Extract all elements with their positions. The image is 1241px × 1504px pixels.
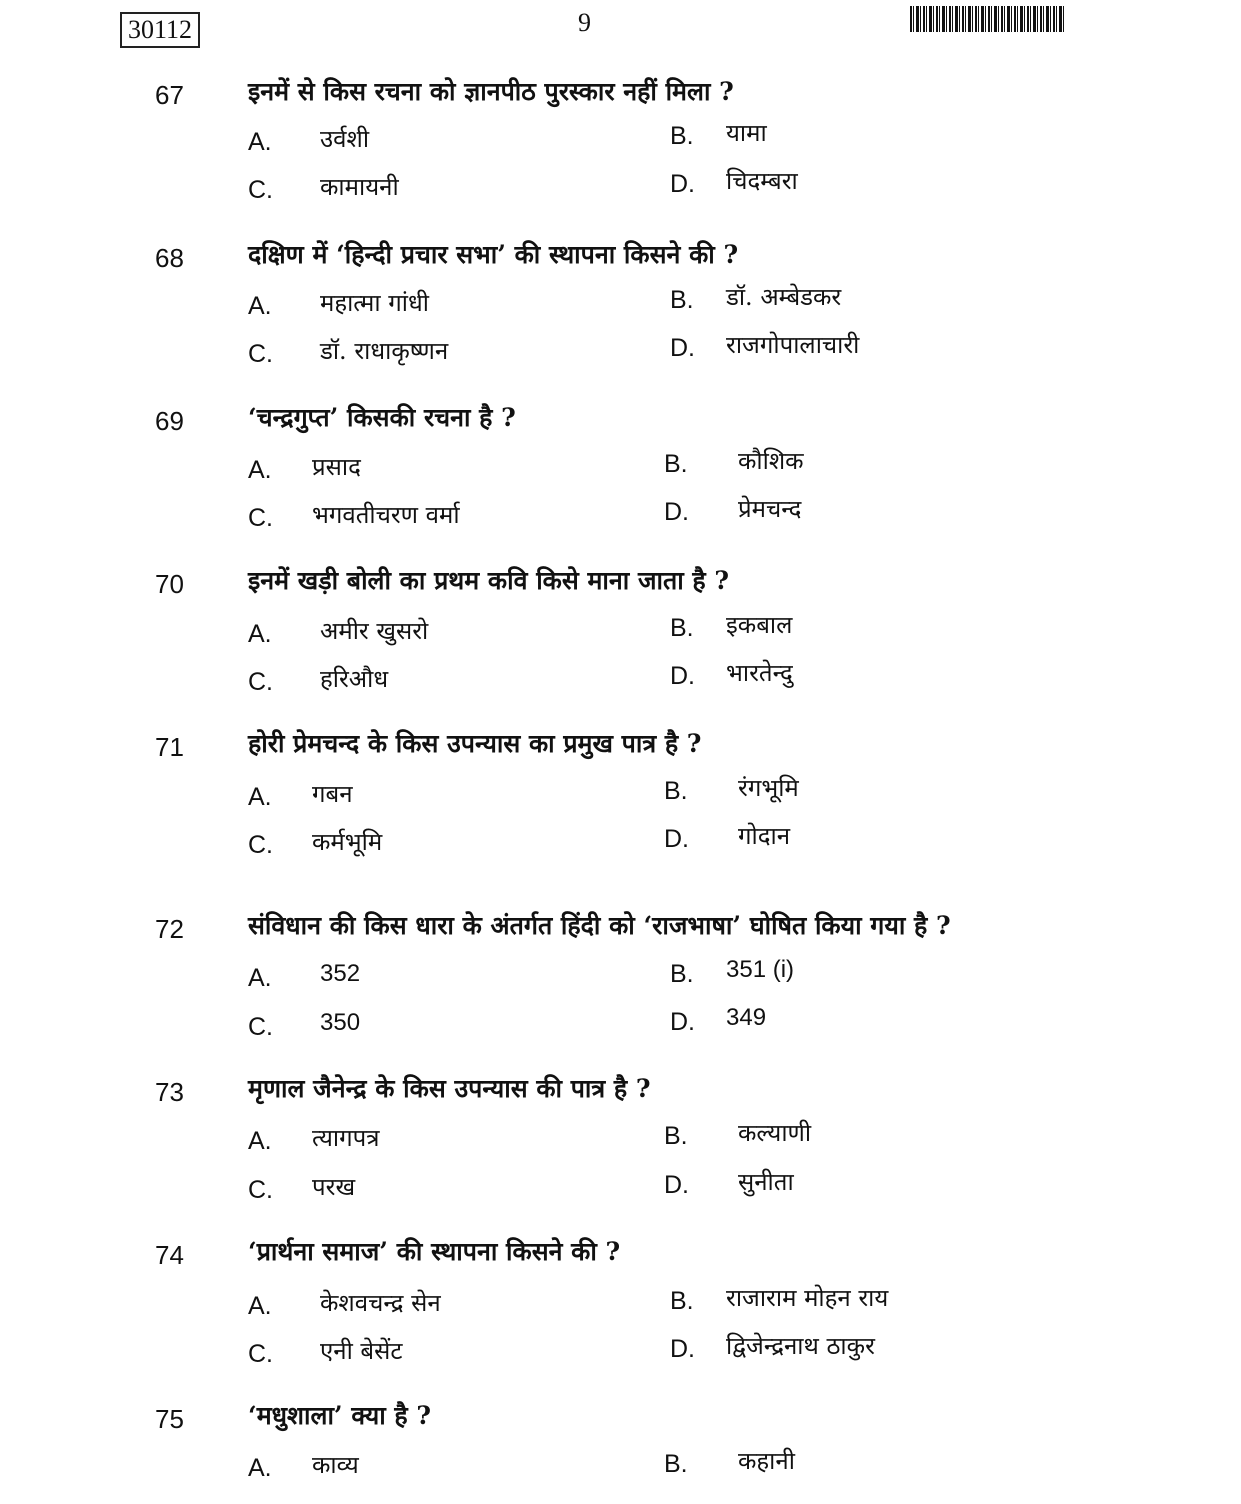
option-letter: A. [248, 783, 272, 811]
option-text: काव्य [312, 1451, 359, 1479]
question-73 [0, 1074, 1241, 1227]
option-text: यामा [726, 119, 767, 147]
question-number: 72 [155, 914, 184, 944]
paper-code: 30112 [120, 12, 200, 48]
option-letter: C. [248, 340, 273, 368]
option-letter: B. [664, 1122, 688, 1150]
option-letter: C. [248, 668, 273, 696]
option-text: उर्वशी [320, 125, 370, 153]
option-letter: B. [670, 1287, 694, 1315]
option-text: द्विजेन्द्रनाथ ठाकुर [726, 1332, 875, 1360]
question-text: ‘मधुशाला’ क्या है ? [248, 1401, 432, 1430]
option-letter: A. [248, 292, 272, 320]
option-letter: C. [248, 504, 273, 532]
option-letter: C. [248, 1013, 273, 1041]
option-text: प्रेमचन्द [738, 495, 802, 523]
question-text: मृणाल जैनेन्द्र के किस उपन्यास की पात्र है ? [248, 1074, 651, 1103]
option-text: 352 [320, 960, 361, 987]
option-letter: A. [248, 620, 272, 648]
option-text: कर्मभूमि [312, 828, 383, 856]
option-letter: D. [664, 1171, 689, 1199]
question-number: 73 [155, 1077, 184, 1107]
question-72 [0, 911, 1241, 1064]
option-text: भारतेन्दु [726, 659, 793, 687]
option-text: कौशिक [738, 447, 804, 475]
question-number: 68 [155, 243, 184, 273]
option-letter: D. [664, 825, 689, 853]
option-text: डॉ. अम्बेडकर [726, 283, 842, 311]
question-number: 70 [155, 569, 184, 599]
option-text: सुनीता [738, 1168, 794, 1196]
option-letter: B. [670, 286, 694, 314]
option-letter: B. [664, 777, 688, 805]
option-text: इकबाल [726, 611, 793, 639]
question-text: ‘प्रार्थना समाज’ की स्थापना किसने की ? [248, 1237, 621, 1266]
option-text: रंगभूमि [738, 774, 799, 802]
option-text: हरिऔध [320, 665, 389, 693]
option-text: कल्याणी [738, 1119, 812, 1147]
option-text: 351 (i) [726, 956, 795, 983]
option-letter: D. [670, 1008, 695, 1036]
question-69 [0, 403, 1241, 556]
option-text: गबन [312, 780, 353, 808]
option-text: 350 [320, 1009, 361, 1036]
question-70 [0, 566, 1241, 719]
option-text: परख [312, 1173, 356, 1201]
option-letter: D. [664, 498, 689, 526]
option-letter: B. [670, 122, 694, 150]
option-text: कामायनी [320, 173, 399, 201]
question-text: इनमें से किस रचना को ज्ञानपीठ पुरस्कार नहीं मिला ? [248, 77, 734, 106]
option-text: प्रसाद [312, 453, 361, 481]
option-letter: A. [248, 1127, 272, 1155]
option-text: अमीर खुसरो [320, 617, 429, 645]
question-68 [0, 240, 1241, 393]
option-text: कहानी [738, 1447, 795, 1475]
question-number: 75 [155, 1404, 184, 1434]
option-text: त्यागपत्र [312, 1124, 380, 1152]
question-number: 71 [155, 732, 184, 762]
question-71 [0, 729, 1241, 882]
option-text: डॉ. राधाकृष्णन [320, 337, 449, 365]
option-letter: C. [248, 831, 273, 859]
question-text: संविधान की किस धारा के अंतर्गत हिंदी को ‘राजभाषा’ घोषित किया गया है ? [248, 911, 951, 940]
question-text: ‘चन्द्रगुप्त’ किसकी रचना है ? [248, 403, 516, 432]
option-letter: B. [664, 1450, 688, 1478]
question-74 [0, 1237, 1241, 1390]
option-text: 349 [726, 1004, 767, 1031]
question-number: 74 [155, 1240, 184, 1270]
option-text: चिदम्बरा [726, 167, 798, 195]
question-number: 67 [155, 80, 184, 110]
option-letter: A. [248, 456, 272, 484]
option-text: केशवचन्द्र सेन [320, 1289, 441, 1317]
option-letter: B. [664, 450, 688, 478]
option-letter: C. [248, 1340, 273, 1368]
option-text: राजाराम मोहन राय [726, 1284, 889, 1312]
option-text: महात्मा गांधी [320, 289, 429, 317]
option-letter: B. [670, 960, 694, 988]
option-letter: D. [670, 170, 695, 198]
question-67 [0, 77, 1241, 230]
option-text: गोदान [738, 822, 791, 850]
question-75 [0, 1401, 1241, 1494]
option-text: भगवतीचरण वर्मा [312, 501, 460, 529]
option-letter: B. [670, 614, 694, 642]
page-number: 9 [578, 8, 591, 37]
option-letter: C. [248, 1176, 273, 1204]
option-text: राजगोपालाचारी [726, 331, 860, 359]
option-letter: D. [670, 1335, 695, 1363]
option-letter: A. [248, 1292, 272, 1320]
question-number: 69 [155, 406, 184, 436]
option-letter: D. [670, 334, 695, 362]
question-text: होरी प्रेमचन्द के किस उपन्यास का प्रमुख पात्र है ? [248, 729, 702, 758]
option-letter: D. [670, 662, 695, 690]
option-letter: A. [248, 1454, 272, 1482]
option-letter: A. [248, 964, 272, 992]
option-letter: C. [248, 176, 273, 204]
option-text: एनी बेसेंट [320, 1337, 403, 1365]
option-letter: A. [248, 128, 272, 156]
question-text: इनमें खड़ी बोली का प्रथम कवि किसे माना जाता है ? [248, 566, 730, 595]
question-text: दक्षिण में ‘हिन्दी प्रचार सभा’ की स्थापना किसने की ? [248, 240, 739, 269]
barcode [910, 6, 1065, 32]
